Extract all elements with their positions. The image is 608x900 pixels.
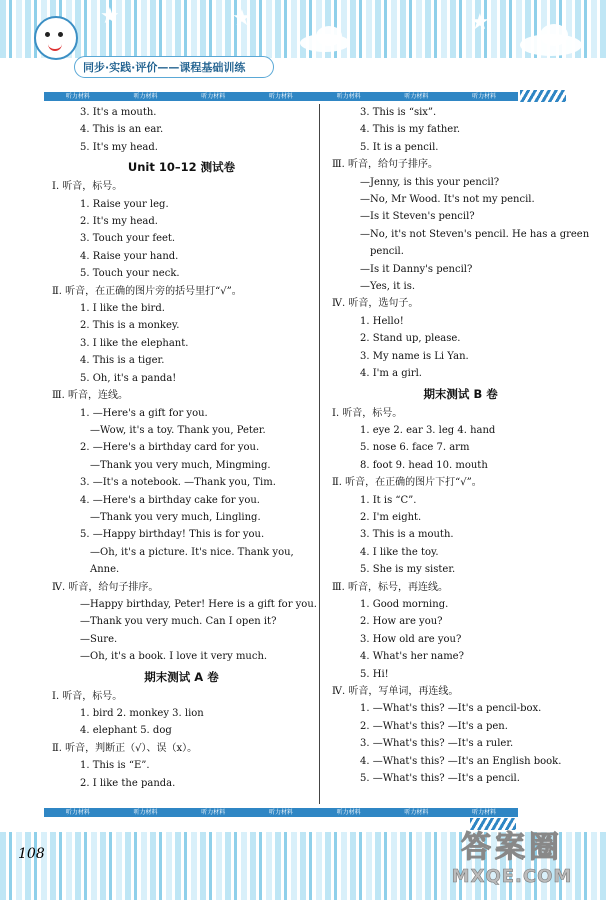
question-heading: Ⅳ. 听音，写单词，再连线。	[332, 686, 459, 697]
ribbon-label: 听力材料	[404, 809, 429, 816]
top-ribbon	[44, 92, 518, 101]
ribbon-label: 听力材料	[336, 809, 361, 816]
answer-line: 3. This is a mouth.	[360, 529, 454, 541]
answer-line: 2. I'm eight.	[360, 511, 422, 523]
answer-line: 3. It's a mouth.	[80, 107, 157, 118]
answer-line: 4. elephant 5. dog	[80, 725, 172, 737]
left-column	[52, 104, 319, 804]
ribbon-label: 听力材料	[336, 93, 361, 100]
answer-line: 4. This is a tiger.	[80, 355, 165, 367]
answer-line: 5. —Happy birthday! This is for you.	[80, 529, 265, 541]
ribbon-label: 听力材料	[472, 93, 497, 100]
answer-line: 1. I like the bird.	[80, 303, 165, 315]
answer-line: 1. Raise your leg.	[80, 198, 169, 210]
answer-line: —Yes, it is.	[360, 281, 416, 293]
ribbon-label: 听力材料	[65, 809, 90, 816]
answer-line: —No, it's not Steven's pencil. He has a green	[360, 228, 590, 240]
answer-line: —Happy birthday, Peter! Here is a gift for you.	[80, 598, 317, 610]
answer-line: 4. —Here's a birthday cake for you.	[80, 494, 260, 506]
answer-line: 2. How are you?	[360, 616, 443, 628]
answer-line: 3. My name is Li Yan.	[360, 350, 469, 362]
question-heading: Ⅰ. 听音，标号。	[332, 407, 403, 419]
ribbon-label: 听力材料	[133, 809, 158, 816]
answer-line: 3. How old are you?	[360, 633, 462, 645]
header-stripe-band	[0, 0, 608, 58]
answer-line: 4. This is an ear.	[80, 124, 164, 136]
answer-line: 4. —What's this? —It's an English book.	[360, 755, 562, 767]
answer-line: 5. She is my sister.	[360, 564, 456, 576]
answer-line: 5. Oh, it's a panda!	[80, 372, 177, 384]
section-title: 期末测试 A 卷	[144, 669, 219, 684]
answer-line: 2. —What's this? —It's a pen.	[360, 720, 508, 732]
cloud-decoration	[540, 24, 568, 46]
question-heading: Ⅳ. 听音，给句子排序。	[52, 581, 159, 593]
ribbon-label: 听力材料	[201, 93, 226, 100]
question-heading: Ⅰ. 听音，标号。	[52, 181, 123, 193]
answer-line: 5. It's my head.	[80, 141, 158, 153]
star-icon: ★	[232, 6, 252, 31]
answer-line: 2. This is a monkey.	[80, 320, 180, 332]
answer-line: 2. I like the panda.	[80, 777, 176, 789]
question-heading: Ⅱ. 听音，判断正（√）、误（x）。	[52, 742, 198, 754]
answer-line: 3. —It's a notebook. —Thank you, Tim.	[80, 477, 276, 489]
question-heading: Ⅱ. 听音，在正确的图片旁的括号里打“√”。	[52, 285, 242, 297]
answer-line: —Thank you very much. Can I open it?	[80, 616, 277, 628]
ribbon-label: 听力材料	[133, 93, 158, 100]
answer-line: 4. What's her name?	[360, 651, 464, 663]
answer-line: 4. I'm a girl.	[360, 368, 422, 380]
answer-line: —Oh, it's a picture. It's nice. Thank you,	[90, 546, 294, 558]
section-title: Unit 10–12 测试卷	[127, 160, 236, 175]
answer-line: —Thank you very much, Lingling.	[90, 511, 261, 523]
question-heading: Ⅰ. 听音，标号。	[52, 690, 123, 702]
series-title: 同步·实践·评价——课程基础训练	[74, 56, 274, 78]
answer-line: 3. This is “six”.	[360, 107, 437, 118]
answer-line: 2. —Here's a birthday card for you.	[80, 442, 260, 454]
answer-line: 2. Stand up, please.	[360, 333, 461, 345]
answer-line: 4. Raise your hand.	[80, 250, 179, 262]
answer-line: 4. This is my father.	[360, 124, 461, 136]
answer-line: —Is it Danny's pencil?	[360, 263, 473, 275]
answer-line: 1. This is “E”.	[80, 760, 150, 772]
answer-line: —No, Mr Wood. It's not my pencil.	[360, 194, 535, 206]
right-column	[319, 104, 589, 804]
answer-line: 5. nose 6. face 7. arm	[360, 442, 470, 454]
answer-line: —Is it Steven's pencil?	[360, 211, 475, 223]
question-heading: Ⅲ. 听音，连线。	[52, 390, 129, 402]
question-heading: Ⅲ. 听音，标号，再连线。	[332, 581, 449, 593]
answer-line: 1. It is “C”.	[360, 494, 417, 506]
answer-line: 5. Touch your neck.	[80, 268, 180, 280]
answer-line: 1. Good morning.	[360, 598, 449, 610]
answer-line: 1. Hello!	[360, 315, 404, 327]
question-heading: Ⅲ. 听音，给句子排序。	[332, 159, 439, 171]
answer-line: 1. eye 2. ear 3. leg 4. hand	[360, 424, 496, 436]
ribbon-stripes-decoration	[470, 818, 516, 830]
watermark-line-1: 答案圈	[461, 830, 563, 865]
site-watermark	[422, 830, 602, 896]
section-title: 期末测试 B 卷	[423, 386, 498, 401]
watermark-line-2: MXQE.COM	[451, 866, 573, 887]
answer-line: 3. Touch your feet.	[80, 233, 176, 245]
star-icon: ★	[470, 10, 490, 35]
answer-line: 1. —What's this? —It's a pencil-box.	[360, 703, 542, 715]
cloud-decoration	[316, 26, 342, 46]
answer-line: 5. —What's this? —It's a pencil.	[360, 773, 520, 785]
ribbon-label: 听力材料	[268, 809, 293, 816]
answer-line: 2. It's my head.	[80, 216, 158, 228]
mascot-icon	[34, 16, 78, 60]
answer-line: —Jenny, is this your pencil?	[360, 176, 500, 188]
answer-line: 1. bird 2. monkey 3. lion	[80, 708, 204, 719]
ribbon-label: 听力材料	[201, 809, 226, 816]
star-icon: ★	[100, 4, 120, 29]
answer-line: 3. I like the elephant.	[80, 337, 189, 349]
answer-line: pencil.	[370, 246, 404, 258]
ribbon-stripes-decoration	[520, 90, 566, 102]
answer-line: 3. —What's this? —It's a ruler.	[360, 738, 514, 750]
ribbon-label: 听力材料	[472, 809, 497, 816]
question-heading: Ⅱ. 听音，在正确的图片下打“√”。	[332, 477, 482, 489]
ribbon-label: 听力材料	[65, 93, 90, 100]
answer-content	[52, 104, 590, 804]
answer-line: —Thank you very much, Mingming.	[90, 459, 271, 471]
answer-line: 5. It is a pencil.	[360, 141, 439, 153]
answer-line: —Sure.	[80, 633, 118, 645]
answer-line: —Oh, it's a book. I love it very much.	[80, 651, 268, 663]
answer-line: 5. Hi!	[360, 668, 389, 680]
question-heading: Ⅳ. 听音，选句子。	[332, 298, 419, 310]
bottom-ribbon	[44, 808, 518, 817]
answer-line: —Wow, it's a toy. Thank you, Peter.	[90, 424, 266, 436]
page-number: 108	[18, 846, 45, 862]
answer-line: 4. I like the toy.	[360, 546, 439, 558]
answer-line: 1. —Here's a gift for you.	[80, 407, 208, 419]
answer-line: 8. foot 9. head 10. mouth	[360, 459, 488, 471]
ribbon-label: 听力材料	[268, 93, 293, 100]
answer-line: Anne.	[90, 564, 120, 576]
ribbon-label: 听力材料	[404, 93, 429, 100]
